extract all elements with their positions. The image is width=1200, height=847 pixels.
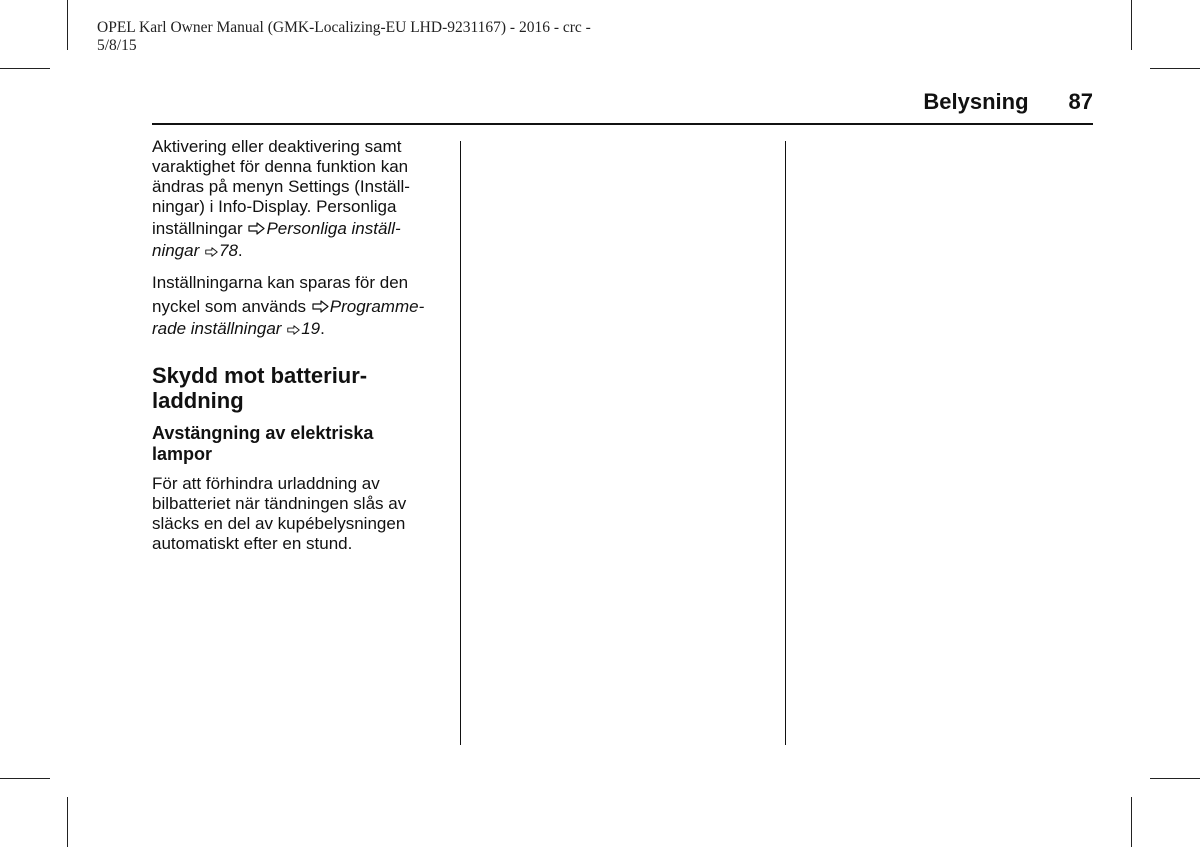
column-divider-1 [460,141,461,745]
text-line: ändras på menyn Settings (Inställ- [152,177,410,196]
text-line: bilbatteriet när tändningen slås av [152,494,407,513]
subsection-heading [152,423,448,465]
page-number: 87 [1068,89,1093,114]
crop-mark-bottom-left-vertical [67,797,68,847]
header-rule [152,123,1093,125]
heading-line: laddning [152,388,244,413]
page-reference[interactable]: 19 [301,319,321,338]
section-title: Belysning [923,89,1029,114]
paragraph-battery-saver [152,474,448,554]
running-head [880,89,1093,117]
cross-reference-link[interactable]: Personliga inställ- [266,219,401,238]
heading-line: Skydd mot batteriur- [152,363,368,388]
text-line: ningar) i Info-Display. Personliga [152,197,397,216]
text-fragment: nyckel som används [152,297,307,316]
section-heading [152,363,448,413]
text-line [152,241,448,261]
punctuation: . [237,241,243,260]
arrow-reference-icon [205,247,218,257]
column-1 [152,137,448,563]
cross-reference-link[interactable]: Programme- [329,297,425,316]
punctuation: . [320,319,325,338]
column-divider-2 [785,141,786,745]
text-fragment: inställningar [152,219,243,238]
print-header-line1: OPEL Karl Owner Manual (GMK-Localizing-EU LHD-9231167) - 2016 - crc - [97,19,591,36]
heading-line: lampor [152,444,213,464]
heading-line: Avstängning av elektriska [152,423,374,443]
crop-mark-top-right-horizontal [1150,68,1200,69]
print-header-line2: 5/8/15 [97,37,137,54]
crop-mark-bottom-right-vertical [1131,797,1132,847]
text-line: För att förhindra urladdning av [152,474,380,493]
crop-mark-top-left-vertical [67,0,68,50]
text-line: Inställningarna kan sparas för den [152,273,409,292]
page-reference[interactable]: 78 [219,241,238,260]
paragraph-key-settings [152,273,448,339]
text-line: släcks en del av kupébelysningen [152,514,406,533]
paragraph-settings [152,137,448,261]
arrow-reference-icon [287,325,300,335]
print-header [97,19,657,55]
cross-reference-link[interactable]: ningar [152,241,200,260]
text-line [152,297,448,317]
text-line: automatiskt efter en stund. [152,534,353,553]
text-line: Aktivering eller deaktivering samt [152,137,402,156]
crop-mark-bottom-left-horizontal [0,778,50,779]
arrow-reference-icon [248,222,265,235]
crop-mark-bottom-right-horizontal [1150,778,1200,779]
text-line [152,319,448,339]
text-line: varaktighet för denna funktion kan [152,157,409,176]
crop-mark-top-right-vertical [1131,0,1132,50]
arrow-reference-icon [312,300,329,313]
cross-reference-link[interactable]: rade inställningar [152,319,282,338]
crop-mark-top-left-horizontal [0,68,50,69]
text-line [152,219,448,239]
